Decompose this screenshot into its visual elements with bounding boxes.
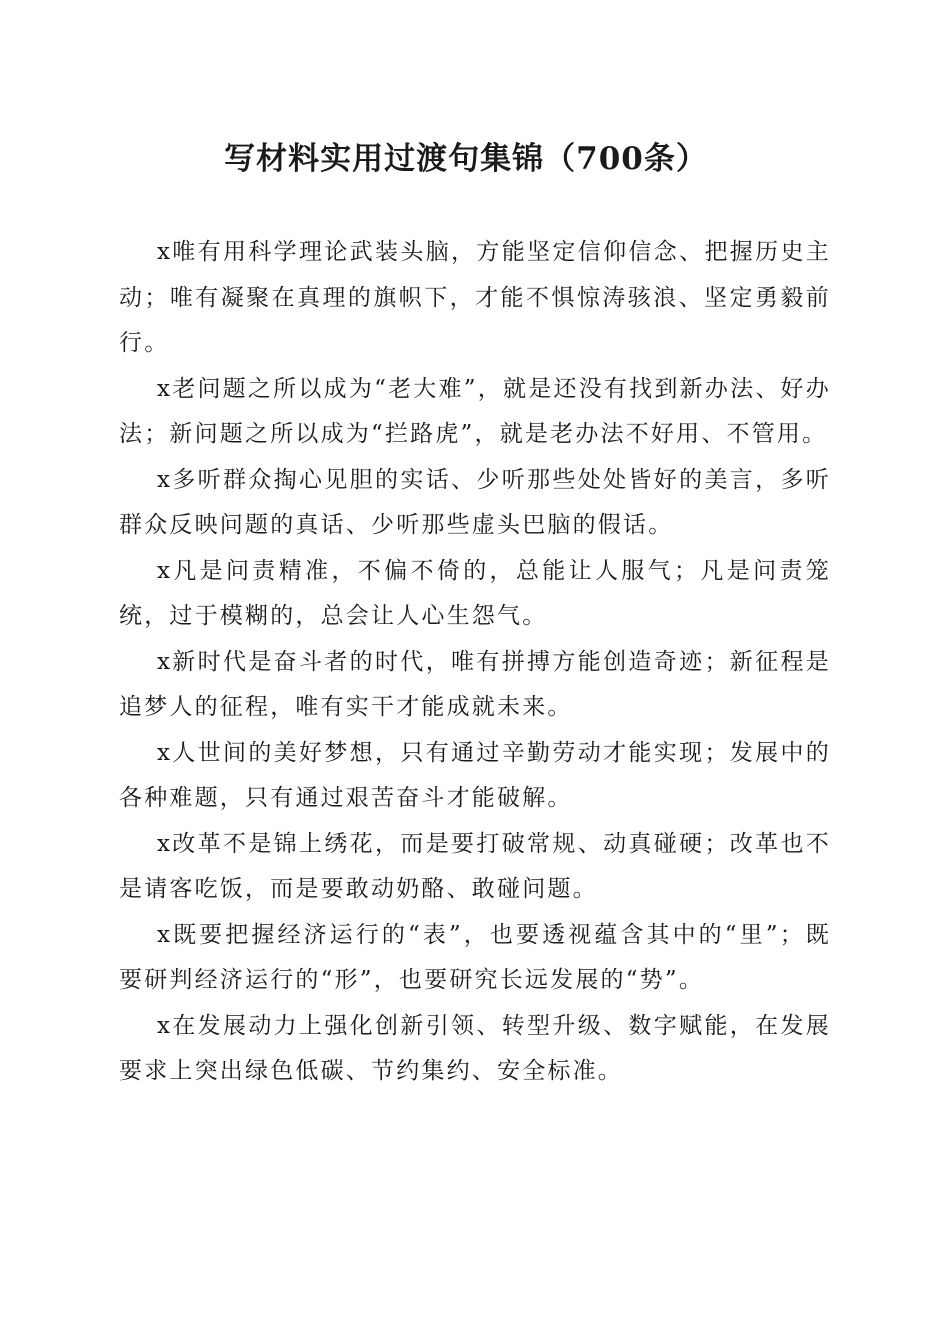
paragraph-5: x新时代是奋斗者的时代，唯有拼搏方能创造奇迹；新征程是追梦人的征程，唯有实干才能成就未来。 [119, 648, 831, 720]
paragraph-6: x人世间的美好梦想，只有通过辛勤劳动才能实现；发展中的各种难题，只有通过艰苦奋斗才能破解。 [119, 739, 831, 811]
paragraph-1: x唯有用科学理论武装头脑，方能坚定信仰信念、把握历史主动；唯有凝聚在真理的旗帜下，才能不惧惊涛骇浪、坚定勇毅前行。 [119, 239, 831, 356]
paragraph-3: x多听群众掏心见胆的实话、少听那些处处皆好的美言，多听群众反映问题的真话、少听那些虚头巴脑的假话。 [119, 466, 831, 538]
paragraph-8: x既要把握经济运行的“表”，也要透视蕴含其中的“里”；既要研判经济运行的“形”，也要研究长远发展的“势”。 [119, 921, 831, 993]
document-body [119, 230, 831, 1095]
paragraph-7: x改革不是锦上绣花，而是要打破常规、动真碰硬；改革也不是请客吃饭，而是要敢动奶酪、敢碰问题。 [119, 830, 831, 902]
paragraph-2: x老问题之所以成为“老大难”，就是还没有找到新办法、好办法；新问题之所以成为“拦路虎”，就是老办法不好用、不管用。 [119, 375, 831, 447]
document-title: 写材料实用过渡句集锦（700条） [224, 141, 708, 177]
paragraph-9: x在发展动力上强化创新引领、转型升级、数字赋能，在发展要求上突出绿色低碳、节约集约、安全标准。 [119, 1012, 831, 1084]
paragraph-4: x凡是问责精准，不偏不倚的，总能让人服气；凡是问责笼统，过于模糊的，总会让人心生怨气。 [119, 557, 831, 629]
